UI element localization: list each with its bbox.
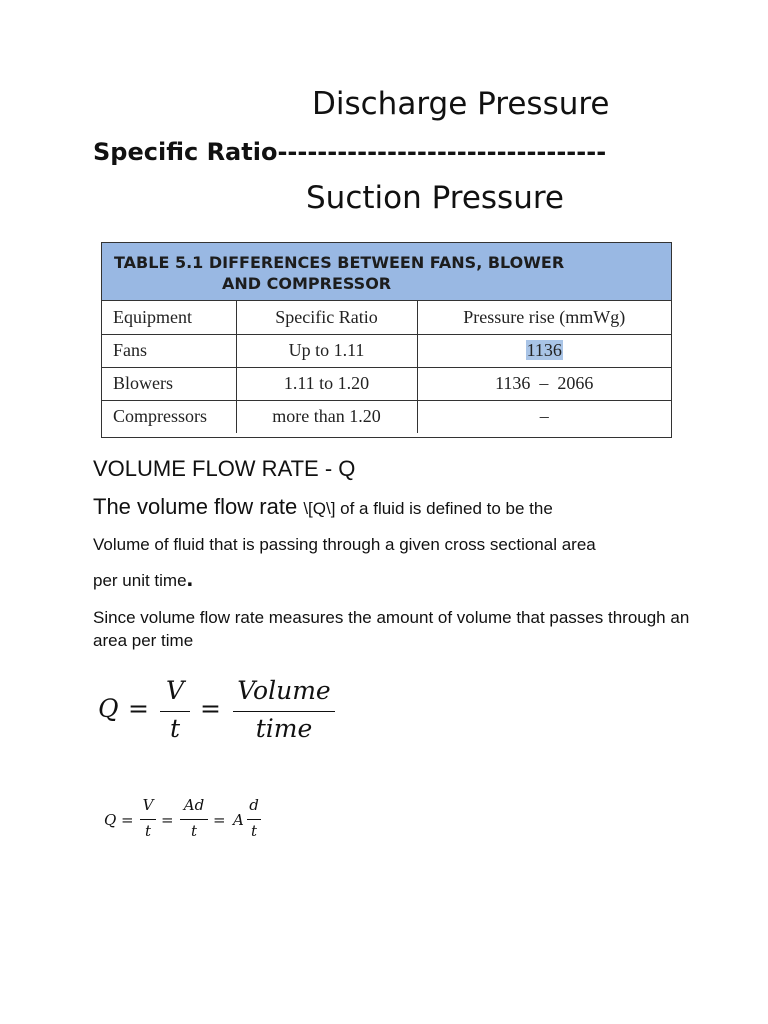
- definition-line3-text: per unit time: [93, 571, 187, 590]
- eq2-fraction3: [247, 796, 261, 844]
- eq2-frac3-num: d: [249, 796, 259, 814]
- definition-line1: [93, 494, 553, 520]
- eq2-frac2-den: t: [190, 822, 198, 840]
- section-heading: VOLUME FLOW RATE - Q: [93, 456, 356, 481]
- eq2-lhs: Q: [104, 811, 117, 829]
- eq2-equals3: =: [213, 811, 226, 829]
- table-cell: Compressors: [102, 400, 236, 433]
- table-title-line2: AND COMPRESSOR: [222, 274, 392, 293]
- definition-line3: [93, 565, 194, 592]
- header-pressure-rise: Pressure rise (mmWg): [417, 301, 671, 334]
- eq2-fraction2: [180, 796, 208, 844]
- ratio-denominator: Suction Pressure: [306, 180, 564, 216]
- equation-volume-flow: [96, 676, 356, 746]
- table-cell: [417, 334, 671, 367]
- eq2-equals: =: [121, 811, 134, 829]
- eq1-equals2: =: [200, 694, 221, 723]
- table-cell: 1.11 to 1.20: [236, 367, 417, 400]
- eq2-coefficient: A: [233, 811, 244, 829]
- table-cell: Up to 1.11: [236, 334, 417, 367]
- eq1-frac2-num: Volume: [237, 676, 331, 705]
- eq1-frac1-num: V: [165, 676, 185, 705]
- eq2-equals2: =: [161, 811, 174, 829]
- header-specific-ratio: Specific Ratio: [236, 301, 417, 334]
- header-equipment: Equipment: [102, 301, 236, 334]
- definition-period: .: [186, 565, 194, 592]
- eq2-frac1-num: V: [142, 796, 154, 814]
- table-cell: more than 1.20: [236, 400, 417, 433]
- table-cell: Blowers: [102, 367, 236, 400]
- definition-lead: The volume flow rate: [93, 494, 304, 519]
- ratio-label: Specific Ratio: [93, 138, 278, 166]
- equation-area-distance: [104, 796, 304, 844]
- eq1-frac1-den: t: [169, 714, 181, 743]
- definition-line2: Volume of fluid that is passing through a given cross sectional area: [93, 535, 596, 554]
- eq1-fraction1: [160, 676, 190, 746]
- eq1-frac2-den: time: [255, 714, 313, 743]
- table-title-line1: TABLE 5.1 DIFFERENCES BETWEEN FANS, BLOWER: [114, 253, 565, 272]
- table-header-row: [102, 301, 671, 334]
- table-cell: 1136 – 2066: [417, 367, 671, 400]
- ratio-dashes: ---------------------------------: [277, 138, 607, 166]
- eq2-frac3-den: t: [250, 822, 258, 840]
- table-row: [102, 400, 671, 433]
- eq1-equals: =: [128, 694, 149, 723]
- highlighted-value: 1136: [526, 340, 562, 360]
- eq2-frac2-num: Ad: [183, 796, 205, 814]
- eq1-lhs: Q: [98, 694, 119, 723]
- table-title: [102, 243, 671, 301]
- eq2-fraction1: [140, 796, 156, 844]
- since-paragraph: Since volume flow rate measures the amount of volume that passes through an area per time: [93, 608, 690, 650]
- table-grid: [102, 301, 671, 433]
- table-row: [102, 334, 671, 367]
- eq2-frac1-den: t: [144, 822, 152, 840]
- definition-rest: \[Q\] of a fluid is defined to be the: [303, 499, 553, 518]
- table-cell: Fans: [102, 334, 236, 367]
- table-cell: –: [417, 400, 671, 433]
- eq1-fraction2: [233, 676, 335, 746]
- table-row: [102, 367, 671, 400]
- ratio-label-line: [93, 138, 606, 166]
- comparison-table: [101, 242, 672, 438]
- ratio-numerator: Discharge Pressure: [312, 86, 610, 122]
